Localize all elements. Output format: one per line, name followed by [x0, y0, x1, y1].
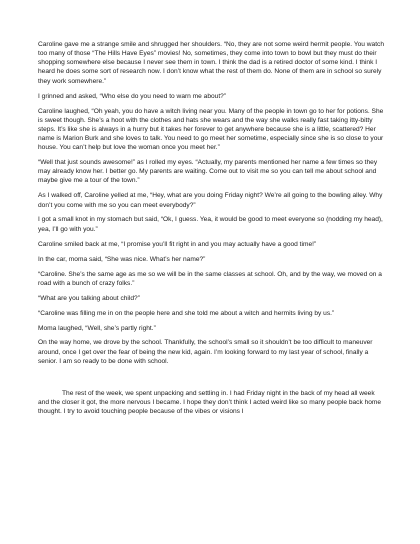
- document-page: [38, 40, 384, 422]
- paragraph: The rest of the week, we spent unpacking and settling in. I had Friday night in the back of my head all week and the closer it got, the more nervous I became. I hope they don’t think I acted weird like so many people back home thought. I try to avoid touching people because of the vibes or visions I: [38, 389, 382, 416]
- paragraph: “Caroline was filling me in on the people here and she told me about a witch and hermits living by us.”: [38, 309, 335, 317]
- paragraph: Caroline smiled back at me, “I promise you’ll fit right in and you may actually have a good time!”: [38, 240, 317, 248]
- paragraph: As I walked off, Caroline yelled at me, “Hey, what are you doing Friday night? We’re all going to the bowling alley. Why don’t you come with me so you can meet everybody?”: [38, 192, 383, 209]
- paragraph: I grinned and asked, “Who else do you need to warn me about?”: [38, 92, 227, 100]
- paragraph: Caroline laughed, “Oh yeah, you do have a witch living near you. Many of the people in town go to her for potions. She is sweet though. She’s a hoot with the clothes and hats she wears and the way she walks really fast taking itty-bitty steps. It’s like she is always in a hurry but it takes her forever to get anywhere because she is a little, scattered? Her name is Marion Burk and she loves to talk. You need to go meet her sometime, especially since she is so close to your house. You can’t help but love the woman once you meet her.”: [38, 107, 384, 152]
- paragraph: “Well that just sounds awesome!” as I rolled my eyes. “Actually, my parents mentioned her name a few times so they may already know her. I better go. My parents are waiting. Come out to visit me so you can tell me about school and maybe give me a tour of the town.”: [38, 159, 378, 185]
- paragraph: In the car, moma said, “She was nice. What’s her name?”: [38, 255, 206, 263]
- paragraph: “What are you talking about child?”: [38, 294, 140, 302]
- paragraph: “Caroline. She’s the same age as me so we will be in the same classes at school. Oh, and by the way, we moved on a road with a bunch of crazy folks.”: [38, 270, 382, 287]
- paragraph: Moma laughed, “Well, she’s partly right.”: [38, 324, 156, 332]
- paragraph: Caroline gave me a strange smile and shrugged her shoulders. “No, they are not some weird hermit people. You watch too many of those “The Hills Have Eyes” movies! No, sometimes, they come into town to bowl but they must do their shopping somewhere else because I never see them in town. I think the dad is a retired doctor of some kind. I think I heard he does some sort of research now. I don’t know what the rest of them do. None of them are in school so surely they work somewhere.”: [38, 41, 384, 85]
- paragraph: I got a small knot in my stomach but said, “Ok, I guess. Yea, it would be good to meet everyone so (nodding my head), yea, I’ll go with you.”: [38, 216, 383, 233]
- paragraph: On the way home, we drove by the school. Thankfully, the school’s small so it shouldn’t be too difficult to maneuver around, once I get over the fear of being the new kid, again. I’m looking forward to my last year of school, finally a senior. I am so ready to be done with school.: [38, 339, 373, 365]
